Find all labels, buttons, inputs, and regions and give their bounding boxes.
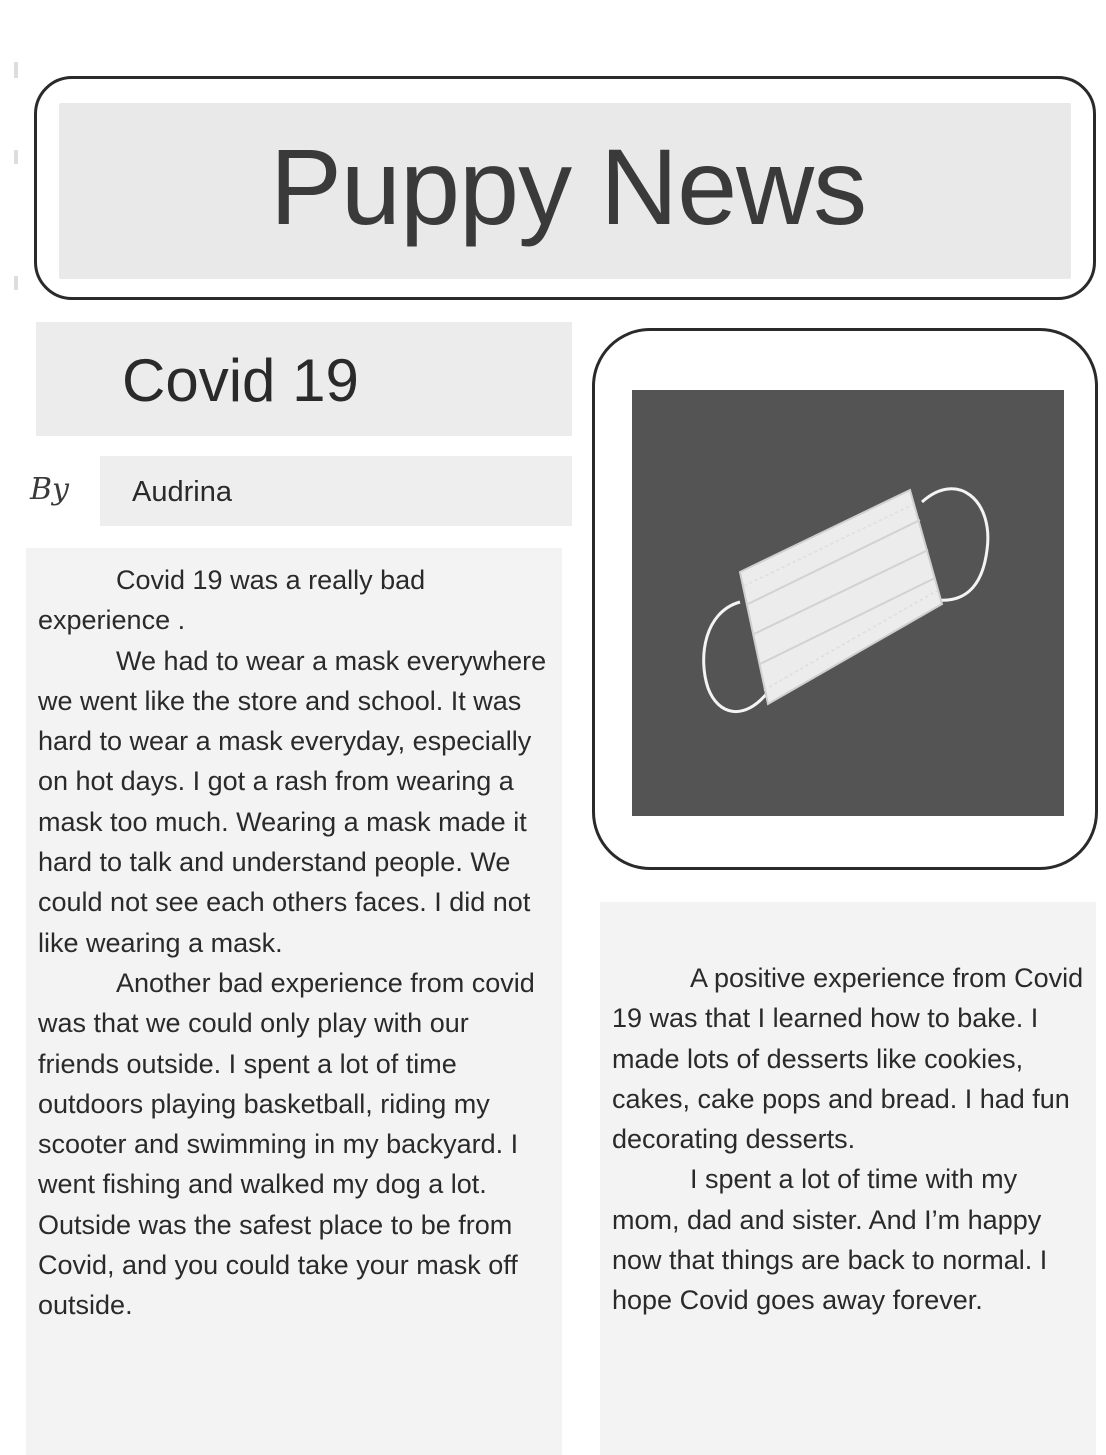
face-mask-icon <box>632 390 1064 816</box>
article-paragraph: I spent a lot of time with my mom, dad and sister. And I’m happy now that things are back to normal. I hope Covid goes away forever. <box>612 1164 1048 1316</box>
article-author: Audrina <box>132 476 232 508</box>
article-body-left <box>38 560 548 1326</box>
face-mask-photo <box>632 390 1064 816</box>
scan-edge-mark <box>14 62 18 78</box>
article-paragraph: We had to wear a mask everywhere we went like the store and school. It was hard to wear a mask everyday, especially on hot days. I got a rash from wearing a mask too much. Wearing a mask made it hard to talk and understand people. We could not see each others faces. I did not like wearing a mask. <box>38 645 547 958</box>
masthead-frame <box>34 76 1096 300</box>
scan-edge-mark <box>14 276 18 290</box>
article-paragraph: Covid 19 was a really bad experience . <box>38 565 426 636</box>
article-paragraph: Another bad experience from covid was that we could only play with our friends outside. I spent a lot of time outdoors playing basketball, riding my scooter and swimming in my backyard. I went fishing and walked my dog a lot. Outside was the safest place to be from Covid, and you could take your mask off outside. <box>38 967 535 1321</box>
newsletter-title: Puppy News <box>269 126 867 247</box>
handwritten-by-label: By <box>30 472 69 507</box>
article-headline: Covid 19 <box>122 347 359 414</box>
article-paragraph: A positive experience from Covid 19 was that I learned how to bake. I made lots of desserts like cookies, cakes, cake pops and bread. I had fun decorating desserts. <box>612 963 1084 1155</box>
article-body-right <box>612 958 1090 1321</box>
scan-edge-mark <box>14 150 18 164</box>
